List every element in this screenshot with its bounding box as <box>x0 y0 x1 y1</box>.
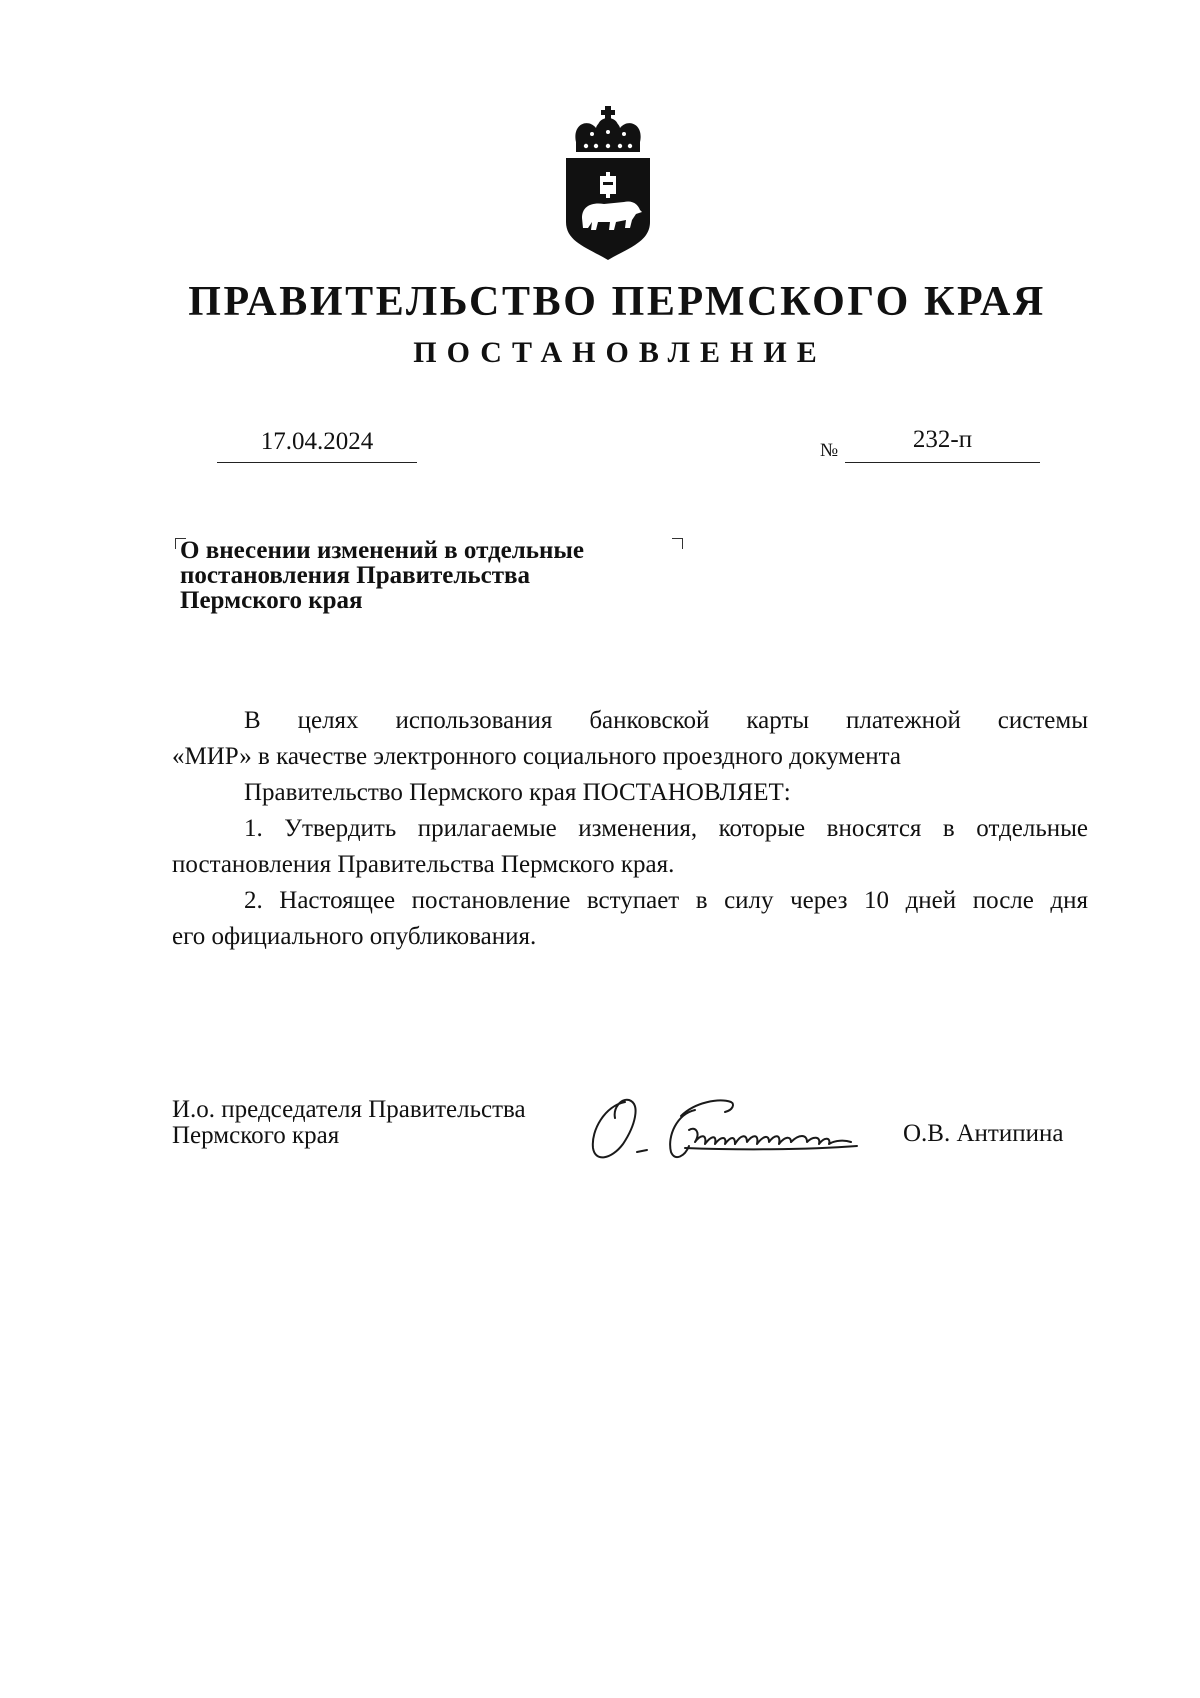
document-date: 17.04.2024 <box>260 428 374 455</box>
item-2-line: его официального опубликования. <box>172 923 537 950</box>
date-underline <box>217 462 417 463</box>
item-2-line: 2. Настоящее постановление вступает в силу через 10 дней после дня <box>244 887 1088 914</box>
preamble-line: В целях использования банковской карты платежной системы <box>244 707 1088 734</box>
coat-of-arms-icon <box>562 102 654 262</box>
signer-position <box>172 1097 526 1149</box>
subject-line: О внесении изменений в отдельные <box>180 537 585 564</box>
number-label: № <box>820 440 839 461</box>
signer-name: О.В. Антипина <box>903 1120 1064 1147</box>
document-type: ПОСТАНОВЛЕНИЕ <box>413 336 827 369</box>
item-1-line: 1. Утвердить прилагаемые изменения, которые вносятся в отдельные <box>244 815 1088 842</box>
document-body <box>172 703 1088 955</box>
preamble-line: «МИР» в качестве электронного социального проездного документа <box>172 743 901 770</box>
document-subject <box>180 538 700 613</box>
subject-line: постановления Правительства <box>180 562 530 589</box>
handwritten-signature <box>585 1090 915 1170</box>
document-number: 232-п <box>912 426 973 453</box>
organization-title: ПРАВИТЕЛЬСТВО ПЕРМСКОГО КРАЯ <box>188 279 1046 325</box>
item-1-line: постановления Правительства Пермского края. <box>172 851 675 878</box>
signer-position-line: И.о. председателя Правительства <box>172 1096 526 1123</box>
number-underline <box>845 462 1040 463</box>
signer-position-line: Пермского края <box>172 1122 340 1149</box>
resolution-clause: Правительство Пермского края ПОСТАНОВЛЯЕТ: <box>244 779 791 806</box>
subject-line: Пермского края <box>180 587 363 614</box>
